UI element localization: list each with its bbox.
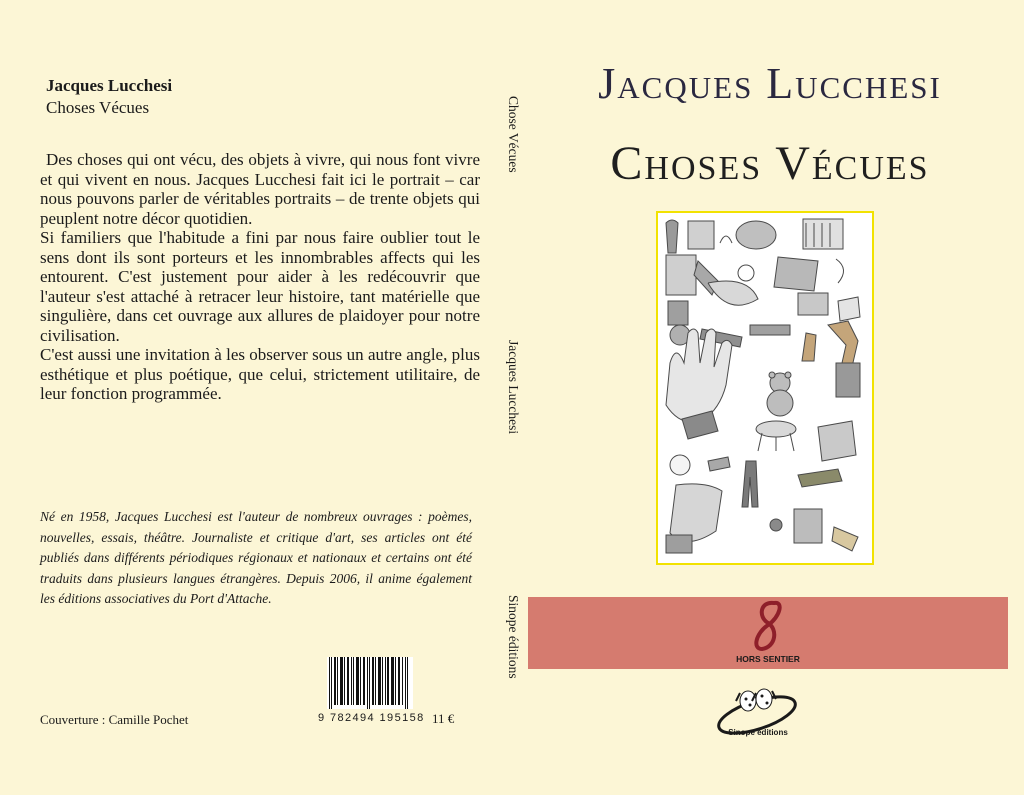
blurb-paragraph: Des choses qui ont vécu, des objets à vivre, qui nous font vivre et qui vivent en nous. Jacques Lucchesi fait ici le portrait – car nous pouvons parler de véritables portraits – de trente objets qui peuplent notre décor quotidien. (40, 150, 480, 228)
blurb-paragraph: C'est aussi une invitation à les observer sous un autre angle, plus esthétique et plus poétique, que celui, strictement utilitaire, de leur fonction programmée. (40, 345, 480, 403)
blurb-paragraph: Si familiers que l'habitude a fini par nous faire oublier tout le sens dont ils sont porteurs et les innombrables affects qui les entourent. C'est justement pour aider à les redécouvrir que l'auteur s'est attaché à retracer leur histoire, tant matérielle que singulière, dans cet ouvrage aux allures de plaidoyer pour notre civilisation. (40, 228, 480, 345)
collection-logo-icon (750, 599, 786, 653)
back-title: Choses Vécues (46, 98, 150, 117)
cover-credit: Couverture : Camille Pochet (40, 712, 189, 727)
spine-title: Chose Vécues (506, 96, 521, 173)
collection-name: HORS SENTIER (736, 654, 800, 664)
front-author: Jacques Lucchesi (598, 59, 942, 108)
publisher-name: Sinope éditions (728, 728, 788, 737)
spine-publisher: Sinope éditions (506, 595, 521, 679)
spine-author: Jacques Lucchesi (506, 340, 521, 435)
collection-band (528, 597, 1008, 669)
cover-illustration (656, 211, 874, 565)
author-bio: Né en 1958, Jacques Lucchesi est l'auteur de nombreux ouvrages : poèmes, nouvelles, essais, théâtre. Journaliste et critique d'art, ses articles ont été publiés dans différents périodiques régionaux et nationaux et certains ont été traduits dans plusieurs langues étrangères. Depuis 2006, il anime également les éditions associatives du Port d'Attache. (40, 509, 472, 606)
sketch-drawing (658, 213, 872, 563)
price: 11 € (432, 711, 455, 726)
barcode (327, 657, 413, 709)
back-blurb (40, 150, 480, 404)
front-title: Choses Vécues (610, 137, 930, 190)
isbn-number: 9 782494 195158 (318, 712, 425, 724)
back-author: Jacques Lucchesi (46, 76, 173, 95)
